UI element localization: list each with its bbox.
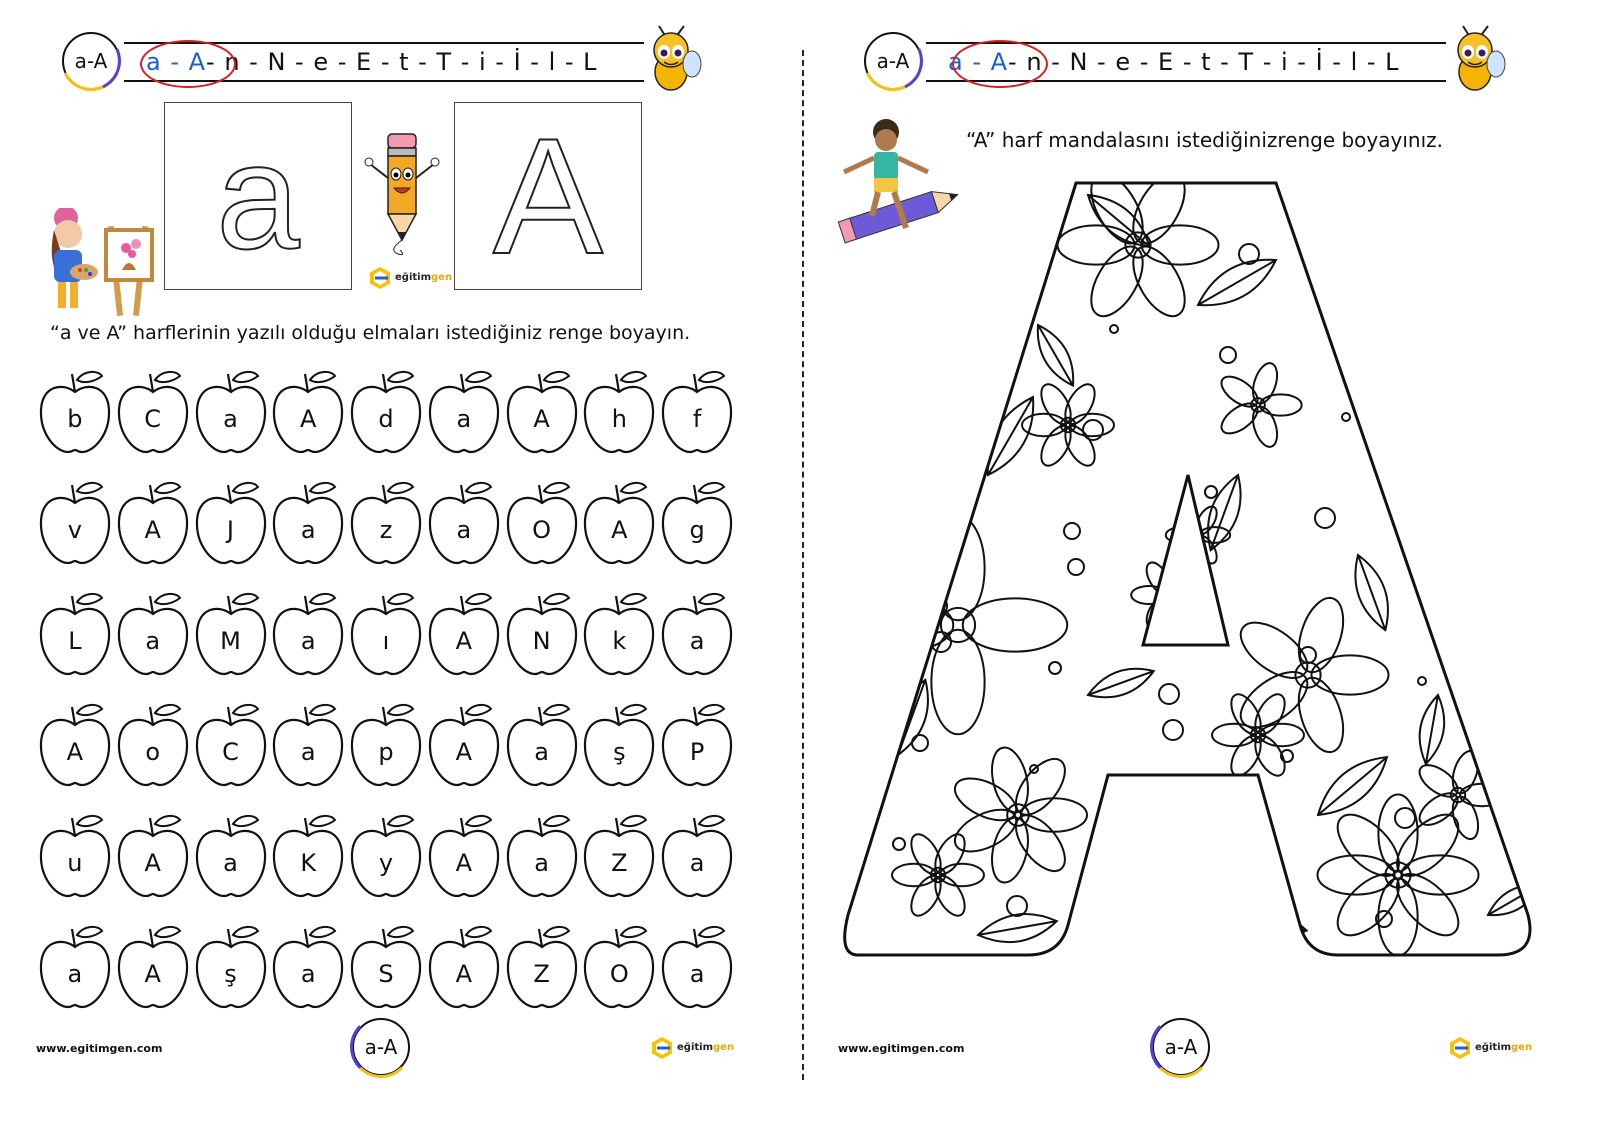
right-worksheet-page [800, 0, 1600, 1131]
apple-item[interactable] [503, 479, 581, 569]
apple-item[interactable] [347, 701, 425, 791]
bee-mascot-icon [640, 24, 702, 96]
small-letter-box [164, 102, 352, 290]
apple-letter: P [689, 738, 705, 766]
apple-letter: ş [224, 960, 237, 988]
header-sequence: - n - N - e - E - t - T - i - İ - l - L [1008, 48, 1400, 76]
apple-letter: A [144, 849, 161, 877]
apple-letter: A [455, 738, 472, 766]
header-badge: a-A [62, 32, 120, 90]
painter-girl-icon [40, 208, 158, 318]
apple-item[interactable] [269, 590, 347, 680]
apple-letter: A [300, 405, 317, 433]
apple-item[interactable] [114, 812, 192, 902]
apple-item[interactable] [269, 923, 347, 1013]
apple-letter: S [378, 960, 394, 988]
apple-letter: a [689, 627, 705, 655]
apple-item[interactable] [192, 479, 270, 569]
apple-item[interactable] [580, 701, 658, 791]
apple-letter: g [689, 516, 705, 544]
pencil-mascot-icon [362, 128, 442, 258]
apple-letter: C [144, 405, 162, 433]
apple-item[interactable] [347, 812, 425, 902]
apple-item[interactable] [503, 701, 581, 791]
apple-item[interactable] [114, 479, 192, 569]
footer-badge: a-A [352, 1018, 410, 1076]
apple-row [36, 368, 736, 479]
apple-item[interactable] [425, 590, 503, 680]
small-letter-outline: a [216, 112, 300, 280]
footer-url: www.egitimgen.com [838, 1042, 965, 1055]
apple-item[interactable] [347, 590, 425, 680]
apple-letter: a [223, 849, 238, 877]
apple-item[interactable] [425, 701, 503, 791]
apple-letter: N [532, 627, 551, 655]
apple-instruction-text: “a ve A” harflerinin yazılı olduğu elmaları istediğiniz renge boyayın. [50, 322, 691, 344]
apple-item[interactable] [114, 590, 192, 680]
apple-item[interactable] [192, 701, 270, 791]
header-highlight: a - A [146, 48, 207, 76]
apple-item[interactable] [503, 590, 581, 680]
apple-item[interactable] [269, 701, 347, 791]
apple-item[interactable] [658, 923, 736, 1013]
apple-item[interactable] [192, 812, 270, 902]
hexagon-logo-icon [650, 1036, 674, 1060]
apple-letter: z [379, 516, 393, 544]
apple-item[interactable] [580, 812, 658, 902]
highlight-ellipse [140, 40, 236, 88]
apple-item[interactable] [269, 479, 347, 569]
apple-letter-grid [36, 368, 736, 1034]
apple-item[interactable] [658, 812, 736, 902]
apple-letter: a [689, 960, 705, 988]
apple-item[interactable] [580, 368, 658, 458]
apple-letter: M [220, 627, 241, 655]
apple-item[interactable] [580, 590, 658, 680]
apple-letter: a [145, 627, 161, 655]
apple-item[interactable] [36, 590, 114, 680]
apple-letter: ı [382, 627, 390, 655]
apple-letter: a [456, 516, 472, 544]
apple-letter: p [378, 738, 394, 766]
apple-row [36, 479, 736, 590]
apple-item[interactable] [503, 812, 581, 902]
apple-letter: b [67, 405, 83, 433]
apple-row [36, 812, 736, 923]
apple-item[interactable] [269, 368, 347, 458]
apple-item[interactable] [658, 479, 736, 569]
footer-badge: a-A [1152, 1018, 1210, 1076]
apple-letter: L [68, 627, 82, 655]
apple-item[interactable] [192, 923, 270, 1013]
apple-item[interactable] [192, 590, 270, 680]
apple-letter: u [67, 849, 83, 877]
apple-letter: h [611, 405, 627, 433]
apple-letter: a [300, 738, 316, 766]
apple-item[interactable] [425, 923, 503, 1013]
apple-item[interactable] [36, 923, 114, 1013]
header-badge: a-A [864, 32, 922, 90]
apple-item[interactable] [425, 368, 503, 458]
apple-item[interactable] [580, 923, 658, 1013]
apple-row [36, 590, 736, 701]
apple-letter: C [222, 738, 239, 766]
apple-letter: A [455, 627, 472, 655]
apple-letter: a [300, 627, 316, 655]
apple-letter: f [692, 405, 702, 433]
apple-item[interactable] [658, 701, 736, 791]
footer-logo: eğitimgen [650, 1036, 734, 1060]
apple-letter: a [223, 405, 238, 433]
apple-letter: J [226, 516, 234, 544]
capital-letter-outline: A [492, 103, 604, 288]
apple-item[interactable] [192, 368, 270, 458]
apple-letter: A [144, 960, 161, 988]
apple-item[interactable] [503, 368, 581, 458]
apple-item[interactable] [658, 590, 736, 680]
capital-letter-box [454, 102, 642, 290]
apple-item[interactable] [36, 479, 114, 569]
apple-letter: k [612, 627, 627, 655]
apple-letter: A [455, 849, 472, 877]
apple-letter: v [67, 516, 82, 544]
apple-item[interactable] [425, 479, 503, 569]
apple-letter: A [66, 738, 84, 766]
apple-letter: Z [533, 960, 550, 988]
egitimgen-logo-small: eğitimgen [368, 266, 452, 290]
footer-url: www.egitimgen.com [36, 1042, 163, 1055]
apple-letter: a [456, 405, 472, 433]
apple-item[interactable] [36, 368, 114, 458]
footer-logo: eğitimgen [1448, 1036, 1532, 1060]
apple-letter: K [300, 849, 317, 877]
apple-letter: o [145, 738, 161, 766]
apple-item[interactable] [114, 701, 192, 791]
apple-letter: a [534, 849, 549, 877]
bee-mascot-icon [1444, 24, 1506, 96]
apple-item[interactable] [269, 812, 347, 902]
apple-letter: O [532, 516, 552, 544]
apple-letter: A [533, 405, 550, 433]
apple-item[interactable] [114, 368, 192, 458]
apple-item[interactable] [347, 368, 425, 458]
apple-item[interactable] [503, 923, 581, 1013]
apple-item[interactable] [36, 701, 114, 791]
apple-item[interactable] [347, 479, 425, 569]
apple-letter: a [689, 849, 705, 877]
header-highlight: a - A [948, 48, 1009, 76]
apple-letter: a [67, 960, 83, 988]
apple-letter: ş [613, 738, 626, 766]
hexagon-logo-icon [368, 266, 392, 290]
apple-letter: a [300, 960, 316, 988]
apple-letter: A [455, 960, 472, 988]
apple-letter: d [378, 405, 394, 433]
apple-item[interactable] [347, 923, 425, 1013]
apple-letter: A [144, 516, 161, 544]
apple-letter: O [609, 960, 629, 988]
highlight-ellipse [952, 40, 1048, 88]
hexagon-logo-icon [1448, 1036, 1472, 1060]
apple-item[interactable] [580, 479, 658, 569]
apple-letter: y [378, 849, 394, 877]
apple-item[interactable] [114, 923, 192, 1013]
apple-letter: A [611, 516, 628, 544]
apple-item[interactable] [36, 812, 114, 902]
apple-letter: Z [611, 849, 628, 877]
apple-letter: a [300, 516, 316, 544]
apple-letter: a [534, 738, 549, 766]
mandala-instruction-text: “A” harf mandalasını istediğinizrenge boyayınız. [966, 128, 1443, 152]
apple-item[interactable] [425, 812, 503, 902]
apple-row [36, 701, 736, 812]
apple-item[interactable] [658, 368, 736, 458]
mandala-letter-a [838, 175, 1538, 965]
header-sequence: - n - N - e - E - t - T - i - İ - l - L [206, 48, 598, 76]
